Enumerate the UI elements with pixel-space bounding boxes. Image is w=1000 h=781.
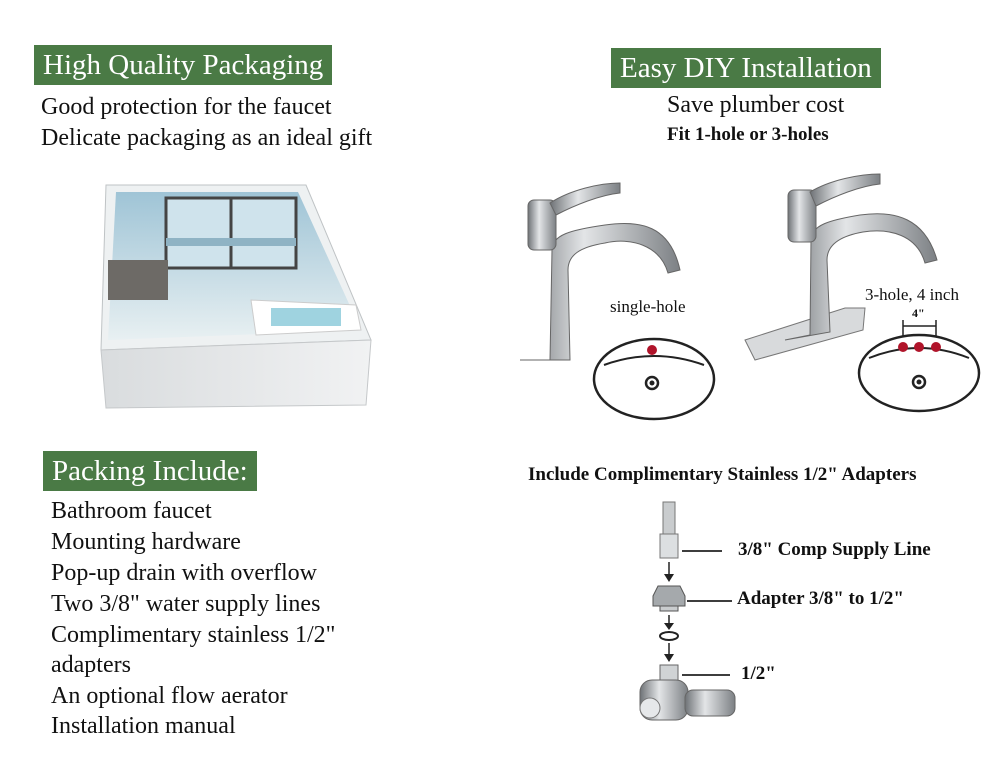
packing-item: An optional flow aerator — [51, 683, 288, 709]
installation-banner: Easy DIY Installation — [611, 48, 881, 88]
spacing-label: 4" — [912, 306, 925, 320]
packing-item: Pop-up drain with overflow — [51, 560, 317, 586]
installation-subtitle: Save plumber cost — [667, 92, 845, 118]
three-hole-label: 3-hole, 4 inch — [865, 285, 959, 304]
packing-item: Mounting hardware — [51, 529, 241, 555]
packing-item: Two 3/8" water supply lines — [51, 591, 321, 617]
adapter-leader-lines — [682, 545, 742, 685]
adapter-label-adapter: Adapter 3/8" to 1/2" — [737, 588, 904, 609]
packaging-line-1: Good protection for the faucet — [41, 94, 332, 120]
packing-item: Installation manual — [51, 713, 236, 739]
adapter-label-supply-line: 3/8" Comp Supply Line — [738, 539, 931, 560]
packing-item: adapters — [51, 652, 131, 678]
packing-item: Complimentary stainless 1/2" — [51, 622, 336, 648]
packing-banner: Packing Include: — [43, 451, 257, 491]
adapter-label-half-inch: 1/2" — [741, 663, 776, 684]
three-hole-sink-diagram — [857, 318, 982, 413]
packaging-line-2: Delicate packaging as an ideal gift — [41, 125, 373, 151]
installation-fit: Fit 1-hole or 3-holes — [667, 124, 829, 145]
adapters-title: Include Complimentary Stainless 1/2" Adapters — [528, 464, 917, 485]
single-hole-label: single-hole — [610, 297, 686, 316]
packing-item: Bathroom faucet — [51, 498, 212, 524]
single-hole-sink-diagram — [592, 337, 717, 422]
packaging-box-image — [76, 180, 376, 410]
packaging-banner: High Quality Packaging — [34, 45, 332, 85]
